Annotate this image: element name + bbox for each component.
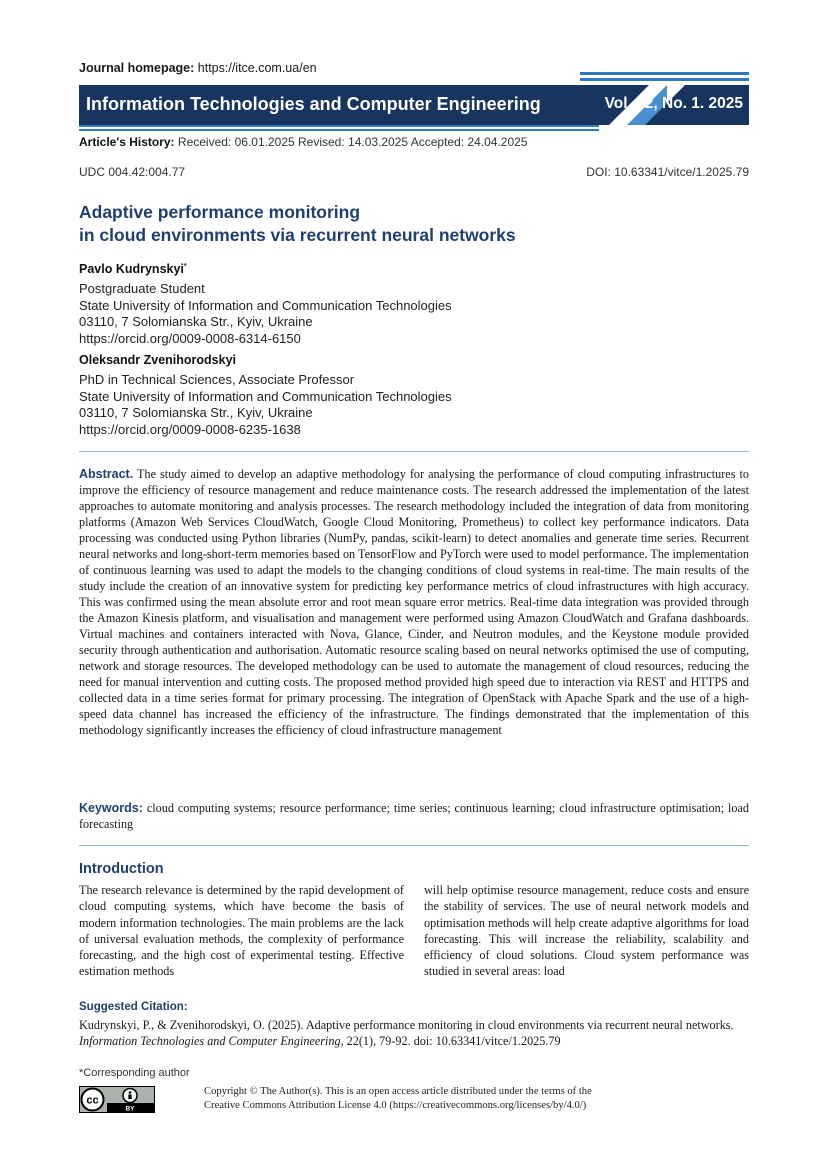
doi[interactable]: DOI: 10.63341/vitce/1.2025.79: [586, 165, 749, 179]
section-heading-introduction: Introduction: [79, 861, 164, 877]
author-affiliation-1: [79, 281, 452, 347]
journal-volume: Vol. 22, No. 1. 2025: [604, 95, 743, 112]
author-orcid[interactable]: https://orcid.org/0009-0008-6314-6150: [79, 330, 301, 346]
divider: [79, 845, 749, 846]
keywords: [79, 800, 749, 832]
author-address: 03110, 7 Solomianska Str., Kyiv, Ukraine: [79, 314, 313, 330]
cc-by-license-icon[interactable]: [79, 1086, 155, 1113]
citation-journal: Information Technologies and Computer Engineering: [79, 1034, 341, 1048]
author-university: State University of Information and Communication Technologies: [79, 388, 452, 404]
abstract: [79, 466, 749, 738]
by-text: BY: [125, 1105, 135, 1113]
license-line-1: Copyright © The Author(s). This is an open access article distributed under the terms of the: [204, 1086, 592, 1097]
introduction-column-1: The research relevance is determined by the rapid development of cloud computing systems, which have become the basis of modern information technologies. The main problems are the lack of universal evaluation methods, the complexity of performance forecasting, and the high cost of experimental testing. Effective estimation methods: [79, 883, 404, 979]
author-name-2: Oleksandr Zvenihorodskyi: [79, 353, 236, 367]
journal-homepage: [79, 61, 317, 75]
author-university: State University of Information and Communication Technologies: [79, 297, 452, 313]
history-dates: Received: 06.01.2025 Revised: 14.03.2025 Accepted: 24.04.2025: [177, 135, 528, 149]
title-line-1: Adaptive performance monitoring: [79, 202, 361, 222]
author-position: PhD in Technical Sciences, Associate Professor: [79, 372, 355, 387]
divider: [79, 451, 749, 452]
author-affiliation-2: [79, 372, 452, 438]
article-title: [79, 201, 639, 247]
homepage-link[interactable]: https://itce.com.ua/en: [197, 61, 317, 75]
author-position: Postgraduate Student: [79, 281, 205, 296]
udc-code: UDC 004.42:004.77: [79, 165, 186, 179]
keywords-label: Keywords:: [79, 801, 143, 815]
journal-banner: [79, 85, 749, 125]
abstract-text: The study aimed to develop an adaptive methodology for analysing the performance of cloud computing infrastructures to improve the efficiency of resource management and reduce maintenance costs. The research addressed the implementation of the latest approaches to automate monitoring and analysis processes. The research methodology included the integration of data from monitoring platforms (Amazon Web Services CloudWatch, Google Cloud Monitoring, Prometheus) to collect key performance indicators. Data processing was conducted using Python libraries (NumPy, pandas, scikit-learn) to detect anomalies and generate time series. Recurrent neural networks and long-short-term memories based on TensorFlow and PyTorch were used to model performance. The implementation of continuous learning was used to adapt the models to the changing conditions of cloud systems in real-time. The main results of the study include the creation of an innovative system for predicting key performance metrics of cloud infrastructures with high accuracy. This was confirmed using the mean absolute error and root mean square error metrics. Real-time data integration was provided through the Amazon Kinesis platform, and visualisation and management were performed using Amazon CloudWatch and Grafana dashboards. Virtual machines and containers interacted with Nova, Glance, Cinder, and Neutron modules, and the Keystone module provided security through authentication and authorisation. Automatic resource scaling based on neural networks optimised the use of computing, network and storage resources. The developed methodology can be used to automate the management of cloud resources, reducing the need for manual intervention and cutting costs. The proposed method provided high speed due to interaction via REST and HTTPS and collected data in a time series format for primary processing. The integration of OpenStack with Apache Spark and the use of a high-speed data channel has increased the efficiency of the infrastructure. The findings demonstrated that the implementation of this methodology significantly increases the efficiency of cloud infrastructure management: [79, 467, 749, 737]
author-orcid[interactable]: https://orcid.org/0009-0008-6235-1638: [79, 421, 301, 437]
suggested-citation: Kudrynskyi, P., & Zvenihorodskyi, O. (2025). Adaptive performance monitoring in cloud environments via recurrent neural networks. Information Technologies and Computer Engineering, 22(1), 79-92. doi: 10.63341/vitce/1.2025.79: [79, 1018, 734, 1048]
license-text: [204, 1085, 744, 1113]
top-stripe-2: [580, 78, 749, 81]
corresponding-mark: *: [183, 262, 187, 270]
title-line-2: in cloud environments via recurrent neural networks: [79, 225, 516, 245]
author-address: 03110, 7 Solomianska Str., Kyiv, Ukraine: [79, 405, 313, 421]
journal-title: Information Technologies and Computer Engineering: [86, 94, 541, 114]
license-line-2: Creative Commons Attribution License 4.0 (https://creativecommons.org/licenses/by/4.0/): [204, 1100, 587, 1111]
keywords-text: cloud computing systems; resource performance; time series; continuous learning; cloud infrastructure optimisation; load forecasting: [79, 801, 750, 831]
article-history: [79, 135, 528, 149]
author-name-1: Pavlo Kudrynskyi*: [79, 262, 187, 276]
bottom-stripe-1: [79, 125, 599, 127]
history-label: Article's History:: [79, 135, 175, 149]
bottom-stripe-2: [79, 129, 599, 131]
homepage-label: Journal homepage:: [79, 61, 195, 75]
introduction-column-2: will help optimise resource management, reduce costs and ensure the stability of services. The use of neural network models and optimisation methods will help create adaptive algorithms for load forecasting. This will increase the reliability, scalability and efficiency of cloud solutions. Cloud system performance was studied in several areas: load: [424, 883, 749, 979]
top-stripe-1: [580, 72, 749, 75]
cc-text: cc: [86, 1094, 99, 1107]
suggested-citation-label: Suggested Citation:: [79, 1001, 188, 1013]
corresponding-author-note: *Corresponding author: [79, 1067, 190, 1079]
abstract-label: Abstract.: [79, 467, 134, 481]
